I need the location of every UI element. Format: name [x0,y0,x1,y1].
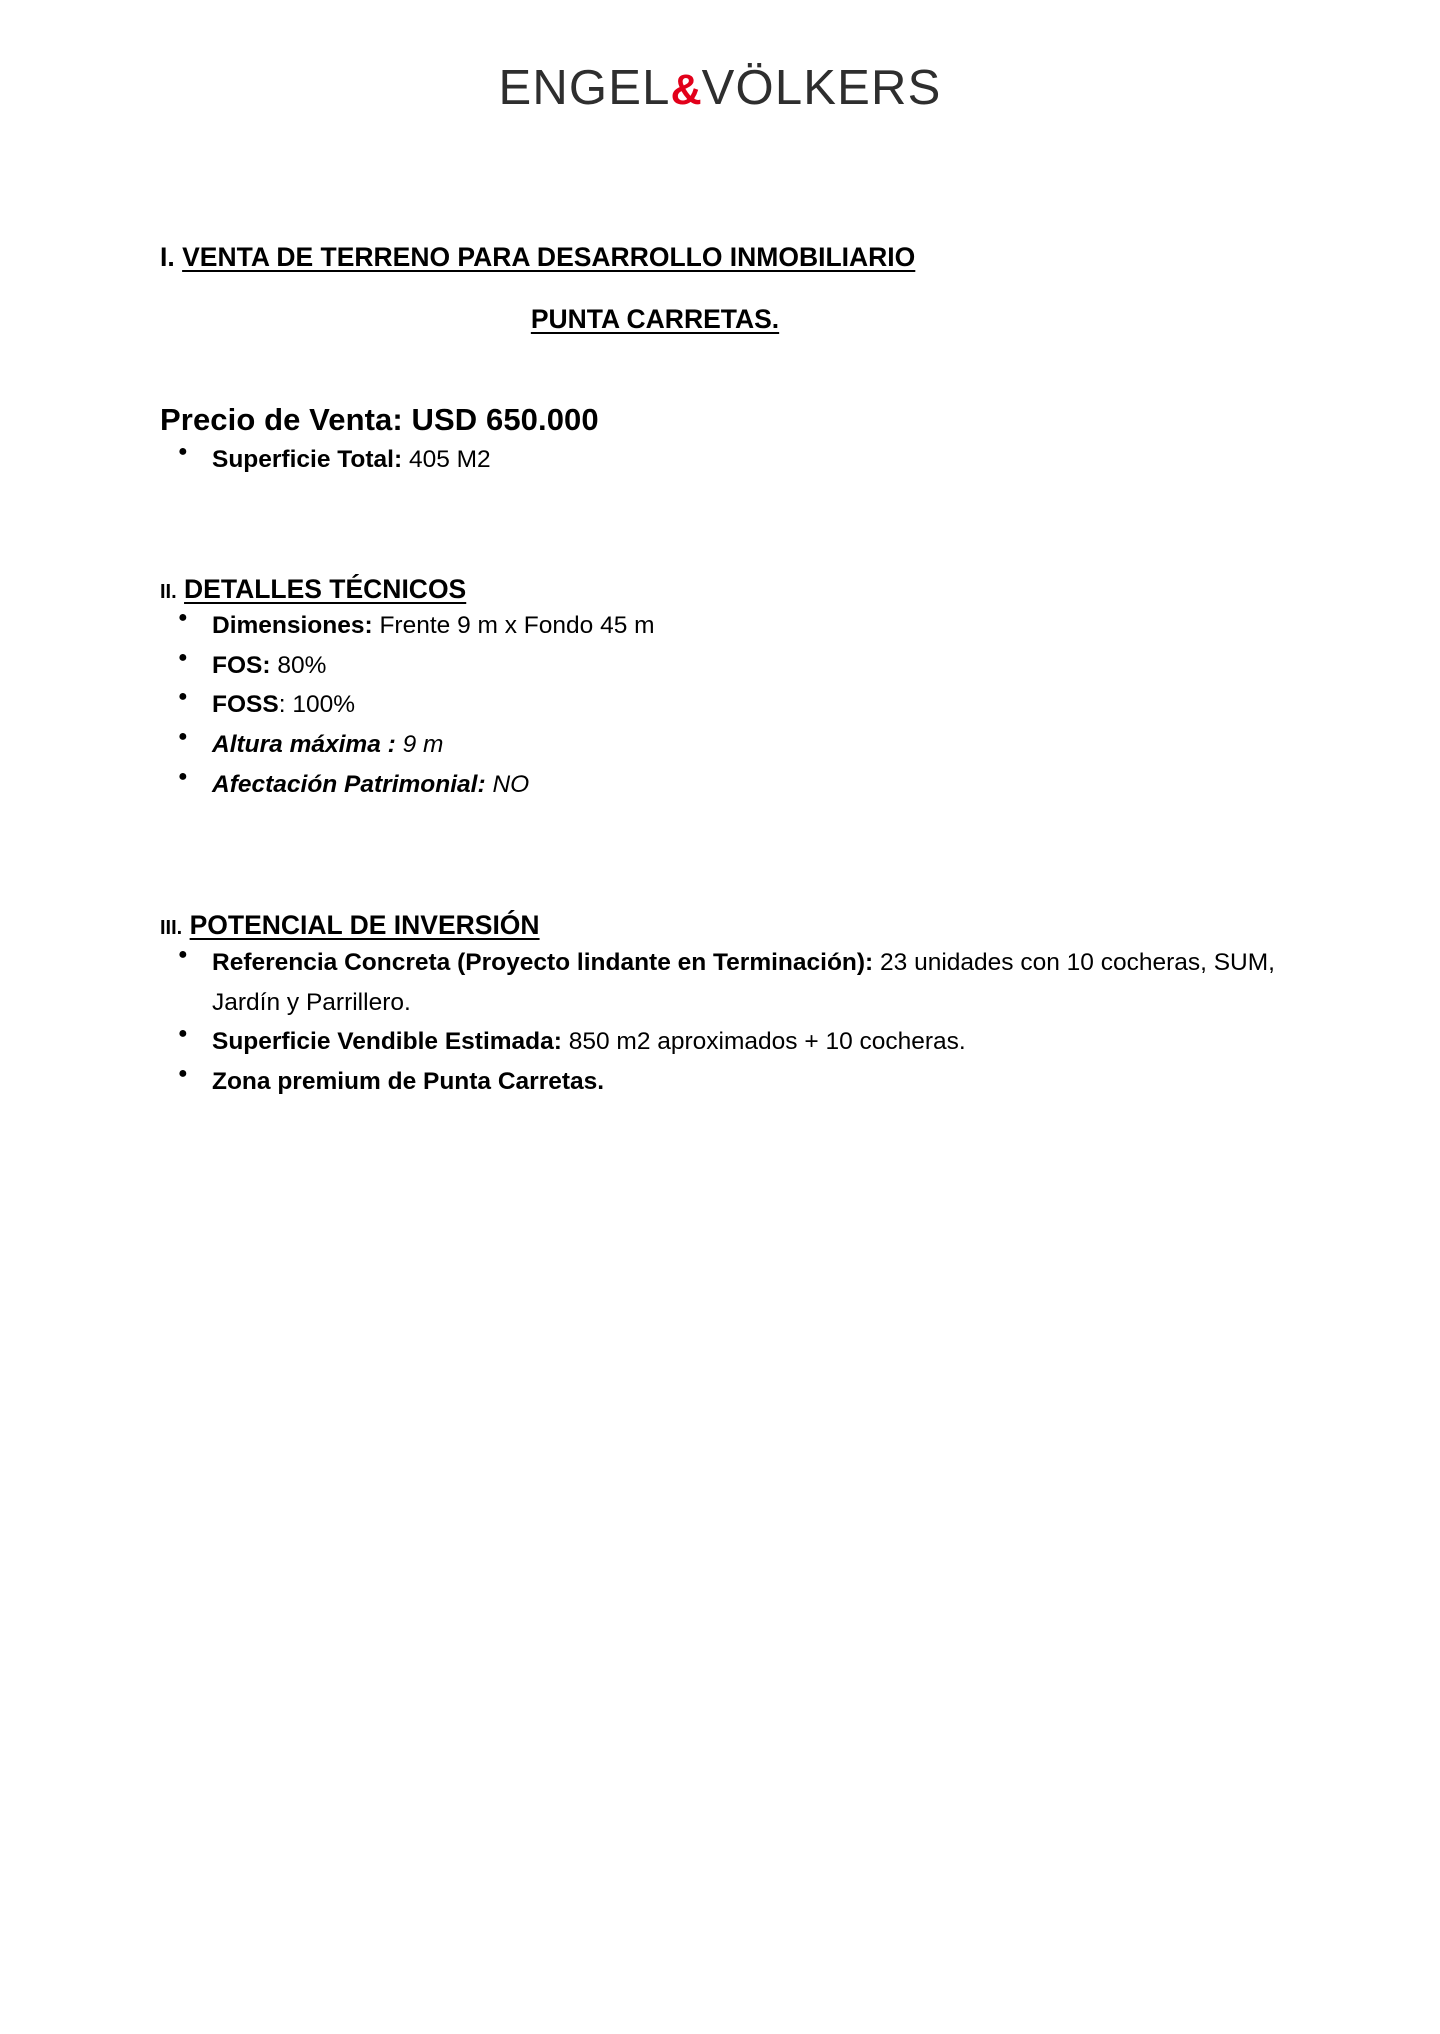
section-three-heading [160,908,1280,942]
section-one-numeral: I. [160,242,175,272]
section-one [160,240,1280,338]
section-two-bullet-list [160,606,1280,804]
section-one-bullet-list [160,440,1280,480]
bullet-value: NO [492,770,530,798]
section-one-title-text: VENTA DE TERRENO PARA DESARROLLO INMOBILIARIO [182,242,916,272]
section-one-title-line-1 [160,240,1280,276]
bullet-label: Afectación Patrimonial: [212,770,486,798]
list-item [160,646,1280,686]
bullet-label: FOSS [212,691,279,719]
bullet-label: Superficie Total: [212,445,403,473]
bullet-value: 405 M2 [408,445,491,473]
list-item [160,1062,1280,1102]
bullet-value: 850 m2 aproximados + 10 cocheras. [568,1028,966,1056]
bullet-label: Superficie Vendible Estimada: [212,1028,562,1056]
section-one-title-line-2 [160,302,1280,338]
list-item [160,725,1280,765]
section-two-heading [160,572,1280,606]
list-item [160,943,1280,1022]
price-heading: Precio de Venta: USD 650.000 [160,401,599,437]
bullet-label: FOS: [212,651,271,679]
section-three-heading-text: POTENCIAL DE INVERSIÓN [189,910,540,941]
section-three-bullet-list [160,943,1280,1102]
bullet-value: 9 m [402,731,444,759]
logo-text-volkers: VÖLKERS [701,61,942,115]
bullet-value: Frente 9 m x Fondo 45 m [379,611,655,639]
bullet-separator: : [278,691,286,719]
bullet-label: Dimensiones: [212,611,373,639]
bullet-label: Zona premium de Punta Carretas. [212,1067,605,1095]
list-item [160,440,1280,480]
section-one-subtitle-text: PUNTA CARRETAS. [530,303,780,334]
bullet-label: Referencia Concreta (Proyecto lindante en Terminación): [212,948,874,976]
logo-text-engel: ENGEL [498,61,671,115]
list-item [160,1022,1280,1062]
list-item [160,765,1280,805]
section-two-numeral: II. [160,580,177,603]
list-item [160,606,1280,646]
list-item [160,685,1280,725]
bullet-label: Altura máxima : [212,731,396,759]
section-three-numeral: III. [160,917,183,940]
bullet-value: 100% [292,691,356,719]
section-two-heading-text: DETALLES TÉCNICOS [184,573,467,604]
engel-volkers-logo [498,61,942,115]
bullet-value: 23 unidades con 10 cocheras, SUM, Jardín y Parrillero. [212,948,1275,1016]
bullet-value: 80% [277,651,327,679]
brand-header [0,0,1440,113]
document-body [160,240,1280,1102]
logo-ampersand: & [670,66,702,114]
